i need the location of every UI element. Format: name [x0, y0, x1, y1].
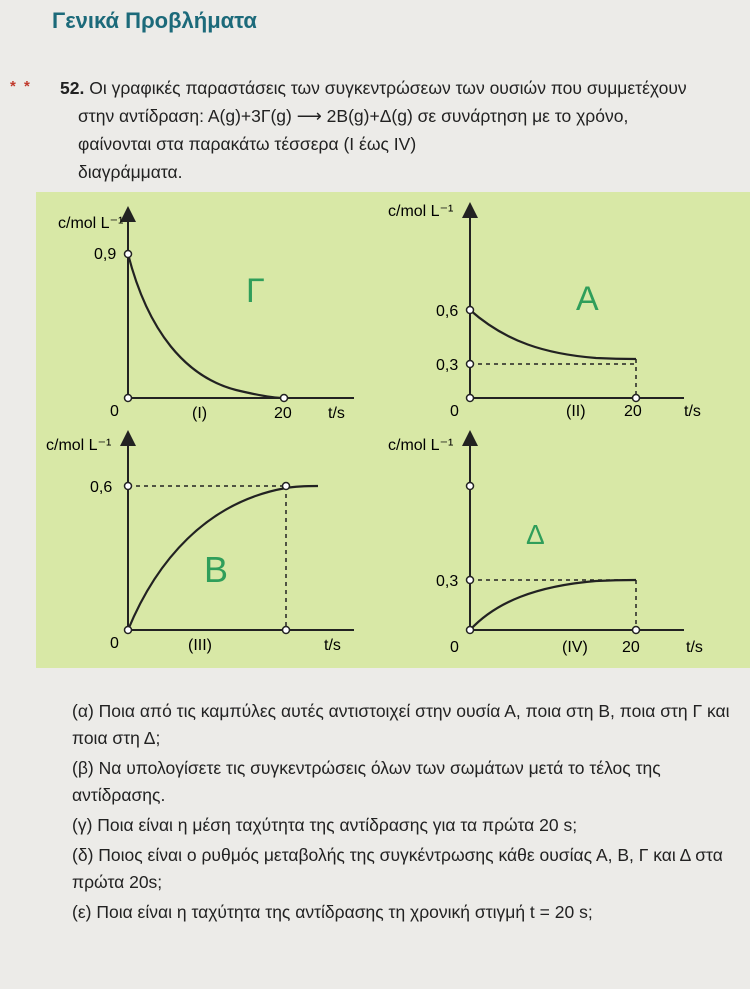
- graph-iii-level-point: [125, 483, 132, 490]
- question-d: (δ) Ποιος είναι ο ρυθμός μεταβολής της συγκέντρωσης κάθε ουσίας Α, Β, Γ και Δ στα πρώτα 20s;: [72, 845, 723, 892]
- graph-ii-level-point: [467, 361, 474, 368]
- section-heading: Γενικά Προβλήματα: [52, 8, 257, 33]
- graph-iii-origin: 0: [110, 635, 119, 652]
- graph-iii: [46, 437, 354, 654]
- graph-ii-roman: (ΙΙ): [566, 403, 586, 420]
- graph-iv-origin: 0: [450, 639, 459, 656]
- graph-iv-xlabel: t/s: [686, 639, 703, 656]
- graph-iii-plateau-point: [283, 483, 290, 490]
- graph-iii-end-point: [283, 627, 290, 634]
- graph-ii: [388, 203, 701, 420]
- graph-ii-xtick: 20: [624, 403, 642, 420]
- graph-iii-roman: (ΙΙΙ): [188, 637, 212, 654]
- graph-i-ytick: 0,9: [94, 246, 117, 263]
- problem-statement: [60, 74, 750, 186]
- graph-iv-curve: [470, 580, 636, 630]
- graph-ii-origin: 0: [450, 403, 459, 420]
- graph-iv-ytick: 0,3: [436, 573, 459, 590]
- questions-list: [72, 698, 742, 929]
- graph-ii-xlabel: t/s: [684, 403, 701, 420]
- question-b: (β) Να υπολογίσετε τις συγκεντρώσεις όλων των σωμάτων μετά το τέλος της αντίδρασης.: [72, 758, 661, 805]
- graph-ii-ylabel: c/mol L⁻¹: [388, 203, 454, 220]
- question-e: (ε) Ποια είναι η ταχύτητα της αντίδρασης τη χρονική στιγμή t = 20 s;: [72, 902, 593, 922]
- graph-iv: [388, 437, 703, 656]
- graph-iv-roman: (IV): [562, 639, 588, 656]
- graph-iv-xtick: 20: [622, 639, 640, 656]
- problem-number: 52.: [60, 78, 85, 98]
- graph-i-ylabel: c/mol L⁻¹: [58, 215, 124, 232]
- graph-i: [58, 214, 354, 422]
- graph-iii-ytick: 0,6: [90, 479, 113, 496]
- graph-iv-handwritten-note: Δ: [526, 519, 545, 550]
- graph-ii-end-point: [633, 395, 640, 402]
- difficulty-stars: * *: [10, 78, 32, 95]
- graph-iii-origin-point: [125, 627, 132, 634]
- question-a: (α) Ποια από τις καμπύλες αυτές αντιστοιχεί στην ουσία Α, ποια στη Β, ποια στη Γ και ποια στη Δ;: [72, 701, 730, 748]
- problem-line-3: φαίνονται στα παρακάτω τέσσερα (Ι έως IV): [78, 134, 417, 154]
- graph-iv-upper-point: [467, 483, 474, 490]
- graph-iv-ylabel: c/mol L⁻¹: [388, 437, 454, 454]
- graph-iii-handwritten-note: Β: [204, 549, 229, 590]
- graph-i-start-point: [125, 251, 132, 258]
- graph-ii-curve: [470, 310, 636, 359]
- graph-iii-xlabel: t/s: [324, 637, 341, 654]
- problem-line-1: Οι γραφικές παραστάσεις των συγκεντρώσεων των ουσιών που συμμετέχουν: [89, 78, 687, 98]
- graph-iv-origin-point: [467, 627, 474, 634]
- graph-iv-level-point: [467, 577, 474, 584]
- graph-ii-start-point: [467, 307, 474, 314]
- graph-ii-ytick-low: 0,3: [436, 357, 459, 374]
- graph-i-xtick: 20: [274, 405, 292, 422]
- graph-ii-handwritten-note: Α: [576, 280, 599, 318]
- graphs-svg: [36, 192, 750, 668]
- graph-ii-origin-point: [467, 395, 474, 402]
- graph-i-handwritten-note: Γ: [246, 272, 265, 310]
- question-c: (γ) Ποια είναι η μέση ταχύτητα της αντίδρασης για τα πρώτα 20 s;: [72, 815, 578, 835]
- graph-i-xlabel: t/s: [328, 405, 345, 422]
- graph-i-origin: 0: [110, 403, 119, 420]
- problem-line-4: διαγράμματα.: [78, 162, 183, 182]
- graph-iii-ylabel: c/mol L⁻¹: [46, 437, 112, 454]
- graphs-panel: [36, 192, 750, 668]
- graph-i-end-point: [281, 395, 288, 402]
- graph-ii-ytick-top: 0,6: [436, 303, 459, 320]
- problem-line-2: στην αντίδραση: Α(g)+3Γ(g) ⟶ 2Β(g)+Δ(g) σε συνάρτηση με το χρόνο,: [78, 106, 629, 126]
- graph-iv-end-point: [633, 627, 640, 634]
- graph-i-roman: (Ι): [192, 405, 208, 422]
- graph-i-origin-point: [125, 395, 132, 402]
